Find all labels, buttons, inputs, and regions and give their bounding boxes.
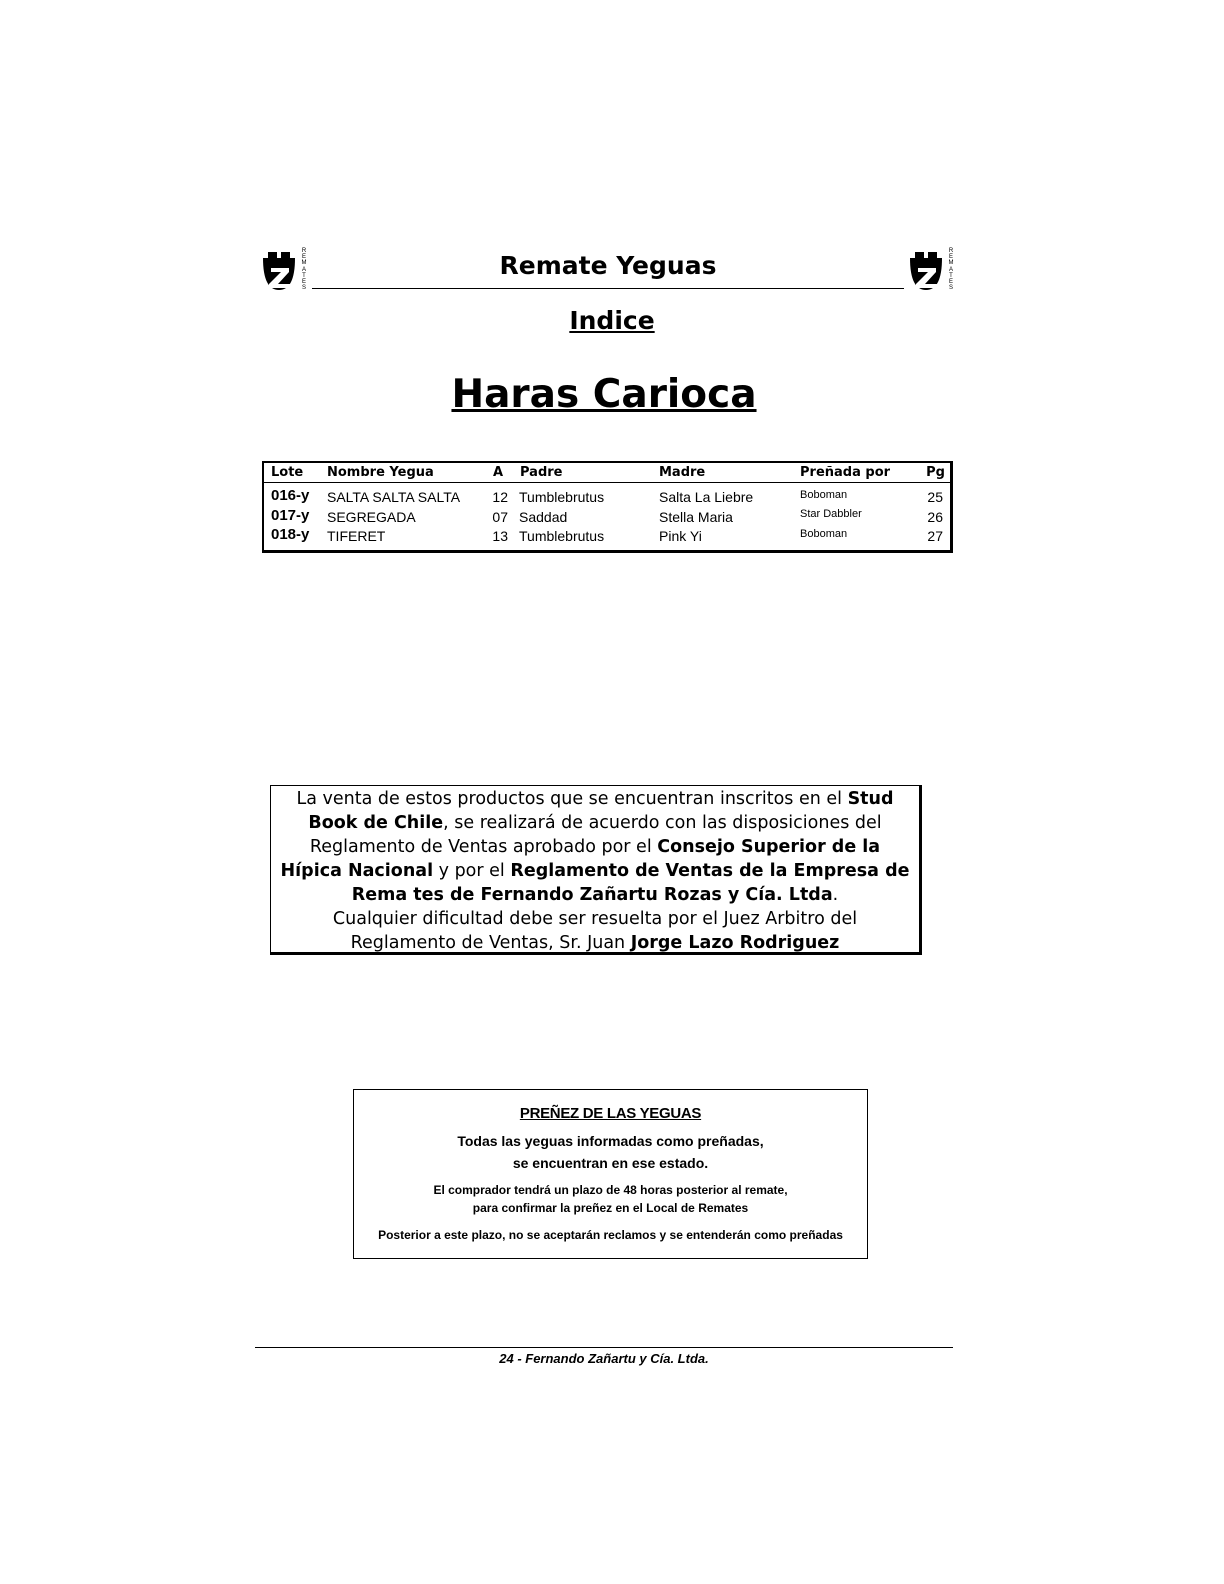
cell-lote: 017-y: [271, 507, 310, 524]
fz-logo-icon: [906, 248, 946, 292]
prenez-line: Posterior a este plazo, no se aceptarán reclamos y se entenderán como preñadas: [378, 1228, 843, 1242]
prenez-box: [353, 1089, 868, 1259]
logo-left: [259, 248, 307, 292]
cell-lote: 016-y: [271, 487, 310, 504]
cell-pg: 27: [927, 528, 943, 544]
cell-a: 13: [492, 528, 508, 544]
col-lote: Lote: [271, 465, 304, 480]
cell-prenada: Boboman: [800, 489, 848, 501]
cell-pg: 25: [927, 489, 943, 505]
cell-madre: Salta La Liebre: [659, 489, 754, 505]
notice-line: Reglamento de Ventas, Sr. Juan Jorge Lazo Rodriguez: [350, 933, 840, 953]
header-rule: [312, 288, 904, 289]
notice-line: Cualquier dificultad debe ser resuelta por el Juez Arbitro del: [332, 909, 858, 929]
notice-line: La venta de estos productos que se encuentran inscritos en el Stud: [296, 789, 894, 809]
cell-pg: 26: [927, 509, 943, 525]
cell-padre: Saddad: [519, 509, 568, 525]
col-padre: Padre: [520, 465, 563, 480]
cell-madre: Pink Yi: [659, 528, 702, 544]
logo-letters: R E M A T E S: [301, 248, 307, 292]
header-title: Remate Yeguas: [499, 251, 717, 280]
cell-padre: Tumblebrutus: [519, 489, 605, 505]
col-madre: Madre: [659, 465, 706, 480]
col-pg: Pg: [926, 465, 945, 480]
cell-padre: Tumblebrutus: [519, 528, 605, 544]
fz-logo-icon: [259, 248, 299, 292]
logo-letters: R E M A T E S: [948, 248, 954, 292]
col-a: A: [493, 465, 504, 480]
lots-table: [262, 461, 953, 553]
index-title: Indice: [569, 306, 655, 335]
table-row: [264, 526, 950, 546]
table-header: [264, 463, 950, 483]
sale-notice-box: [270, 785, 922, 955]
table-row: [264, 487, 950, 507]
table-row: [264, 507, 950, 527]
logo-right: [906, 248, 954, 292]
cell-nombre: SEGREGADA: [327, 509, 416, 525]
prenez-line: El comprador tendrá un plazo de 48 horas posterior al remate,: [433, 1183, 788, 1197]
col-nombre: Nombre Yegua: [327, 465, 434, 480]
prenez-title: PREÑEZ DE LAS YEGUAS: [519, 1105, 702, 1122]
prenez-line: se encuentran en ese estado.: [512, 1155, 709, 1171]
notice-line: Hípica Nacional y por el Reglamento de Ventas de la Empresa de: [280, 861, 910, 881]
notice-line: Rema tes de Fernando Zañartu Rozas y Cía. Ltda.: [351, 885, 839, 905]
cell-a: 07: [492, 509, 508, 525]
prenez-line: Todas las yeguas informadas como preñadas,: [457, 1133, 764, 1149]
col-prenada: Preñada por: [800, 465, 891, 480]
cell-nombre: TIFERET: [327, 528, 386, 544]
notice-line: Book de Chile, se realizará de acuerdo con las disposiciones del: [308, 813, 882, 833]
footer-text: 24 - Fernando Zañartu y Cía. Ltda.: [499, 1351, 709, 1366]
cell-prenada: Boboman: [800, 528, 848, 540]
cell-nombre: SALTA SALTA SALTA: [327, 489, 461, 505]
cell-madre: Stella Maria: [659, 509, 733, 525]
haras-title: Haras Carioca: [451, 372, 757, 417]
notice-line: Reglamento de Ventas aprobado por el Consejo Superior de la: [309, 837, 881, 857]
footer-rule: [255, 1347, 953, 1348]
cell-a: 12: [492, 489, 508, 505]
cell-lote: 018-y: [271, 526, 310, 543]
prenez-line: para confirmar la preñez en el Local de Remates: [472, 1201, 749, 1215]
cell-prenada: Star Dabbler: [800, 508, 862, 520]
